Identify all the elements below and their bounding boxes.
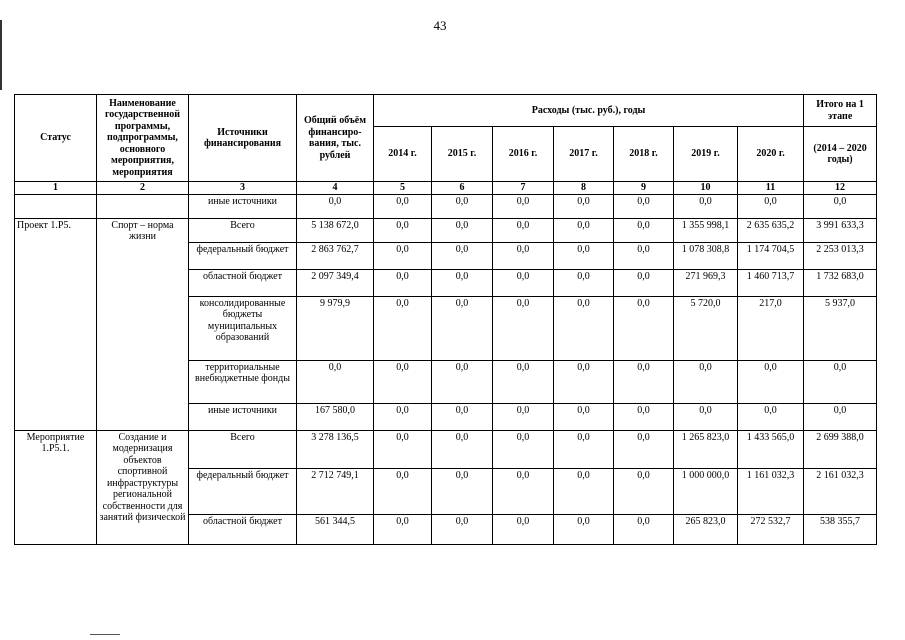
value-cell: 3 278 136,5: [297, 430, 374, 468]
source-cell: областной бюджет: [189, 514, 297, 544]
name-cell: Создание и модернизация объектов спортивной инфраструктуры региональной собственности для занятий физической: [97, 430, 189, 544]
value-cell: 0,0: [374, 514, 432, 544]
name-cell: Спорт – норма жизни: [97, 218, 189, 430]
value-cell: 0,0: [374, 468, 432, 514]
value-cell: 5 720,0: [674, 296, 738, 360]
value-cell: 0,0: [804, 403, 877, 430]
header-expenses: Расходы (тыс. руб.), годы: [374, 95, 804, 127]
value-cell: 0,0: [493, 218, 554, 242]
value-cell: 0,0: [674, 360, 738, 403]
value-cell: 0,0: [432, 296, 493, 360]
column-number: 3: [189, 182, 297, 195]
value-cell: 9 979,9: [297, 296, 374, 360]
value-cell: 167 580,0: [297, 403, 374, 430]
value-cell: 2 253 013,3: [804, 242, 877, 269]
column-number: 2: [97, 182, 189, 195]
value-cell: 0,0: [432, 514, 493, 544]
value-cell: 0,0: [614, 360, 674, 403]
value-cell: 0,0: [374, 242, 432, 269]
value-cell: 0,0: [554, 218, 614, 242]
header-status: Статус: [15, 95, 97, 182]
value-cell: 0,0: [432, 403, 493, 430]
value-cell: 0,0: [614, 218, 674, 242]
header-year: 2014 г.: [374, 127, 432, 182]
footnote-rule: [90, 634, 120, 635]
column-number: 11: [738, 182, 804, 195]
source-cell: консолидированные бюджеты муниципальных образований: [189, 296, 297, 360]
header-total: Общий объём финансиро-вания, тыс. рублей: [297, 95, 374, 182]
value-cell: 1 355 998,1: [674, 218, 738, 242]
source-cell: иные источники: [189, 194, 297, 218]
value-cell: 0,0: [804, 360, 877, 403]
source-cell: Всего: [189, 430, 297, 468]
value-cell: 271 969,3: [674, 269, 738, 296]
value-cell: 0,0: [432, 430, 493, 468]
header-year: 2016 г.: [493, 127, 554, 182]
value-cell: 2 699 388,0: [804, 430, 877, 468]
value-cell: 1 078 308,8: [674, 242, 738, 269]
value-cell: 0,0: [804, 194, 877, 218]
source-cell: федеральный бюджет: [189, 242, 297, 269]
header-year: 2019 г.: [674, 127, 738, 182]
value-cell: 0,0: [614, 514, 674, 544]
header-sources: Источники финансирования: [189, 95, 297, 182]
source-cell: территориальные внебюджетные фонды: [189, 360, 297, 403]
value-cell: 0,0: [493, 360, 554, 403]
value-cell: 5 937,0: [804, 296, 877, 360]
value-cell: 0,0: [432, 468, 493, 514]
value-cell: 0,0: [614, 403, 674, 430]
value-cell: 0,0: [493, 269, 554, 296]
value-cell: 0,0: [493, 430, 554, 468]
value-cell: 0,0: [374, 403, 432, 430]
value-cell: 1 460 713,7: [738, 269, 804, 296]
name-cell: [97, 194, 189, 218]
value-cell: 561 344,5: [297, 514, 374, 544]
header-stage-period: (2014 – 2020 годы): [804, 127, 877, 182]
value-cell: 0,0: [614, 296, 674, 360]
value-cell: 0,0: [554, 468, 614, 514]
value-cell: 0,0: [493, 403, 554, 430]
source-cell: областной бюджет: [189, 269, 297, 296]
value-cell: 2 097 349,4: [297, 269, 374, 296]
value-cell: 0,0: [738, 360, 804, 403]
value-cell: 0,0: [738, 403, 804, 430]
value-cell: 0,0: [738, 194, 804, 218]
value-cell: 1 732 683,0: [804, 269, 877, 296]
value-cell: 2 863 762,7: [297, 242, 374, 269]
header-stage-total: Итого на 1 этапе: [804, 95, 877, 127]
value-cell: 0,0: [297, 360, 374, 403]
column-number: 10: [674, 182, 738, 195]
value-cell: 0,0: [614, 194, 674, 218]
value-cell: 1 265 823,0: [674, 430, 738, 468]
value-cell: 0,0: [374, 194, 432, 218]
table-row: [15, 218, 877, 242]
header-year: 2020 г.: [738, 127, 804, 182]
value-cell: 0,0: [493, 468, 554, 514]
header-year: 2017 г.: [554, 127, 614, 182]
value-cell: 2 161 032,3: [804, 468, 877, 514]
value-cell: 0,0: [554, 360, 614, 403]
value-cell: 0,0: [493, 296, 554, 360]
value-cell: 1 000 000,0: [674, 468, 738, 514]
value-cell: 0,0: [432, 269, 493, 296]
value-cell: 217,0: [738, 296, 804, 360]
source-cell: федеральный бюджет: [189, 468, 297, 514]
financing-table: [14, 94, 877, 545]
value-cell: 0,0: [554, 269, 614, 296]
column-number: 5: [374, 182, 432, 195]
margin-rule: [0, 20, 2, 90]
value-cell: 0,0: [374, 360, 432, 403]
value-cell: 0,0: [432, 360, 493, 403]
column-number: 7: [493, 182, 554, 195]
value-cell: 0,0: [493, 242, 554, 269]
column-number: 6: [432, 182, 493, 195]
value-cell: 0,0: [374, 296, 432, 360]
value-cell: 1 433 565,0: [738, 430, 804, 468]
column-number: 4: [297, 182, 374, 195]
status-cell: [15, 194, 97, 218]
status-cell: Мероприятие 1.Р5.1.: [15, 430, 97, 544]
value-cell: 0,0: [614, 242, 674, 269]
value-cell: 0,0: [674, 403, 738, 430]
header-year: 2015 г.: [432, 127, 493, 182]
page-number: 43: [433, 18, 447, 33]
column-number: 1: [15, 182, 97, 195]
value-cell: 0,0: [432, 218, 493, 242]
column-number: 8: [554, 182, 614, 195]
table-row: [15, 430, 877, 468]
value-cell: 1 161 032,3: [738, 468, 804, 514]
value-cell: 538 355,7: [804, 514, 877, 544]
value-cell: 0,0: [554, 242, 614, 269]
value-cell: 5 138 672,0: [297, 218, 374, 242]
value-cell: 0,0: [554, 194, 614, 218]
value-cell: 2 712 749,1: [297, 468, 374, 514]
value-cell: 0,0: [614, 468, 674, 514]
source-cell: Всего: [189, 218, 297, 242]
value-cell: 0,0: [554, 403, 614, 430]
column-number: 9: [614, 182, 674, 195]
value-cell: 2 635 635,2: [738, 218, 804, 242]
value-cell: 0,0: [432, 242, 493, 269]
value-cell: 0,0: [554, 296, 614, 360]
column-number: 12: [804, 182, 877, 195]
value-cell: 265 823,0: [674, 514, 738, 544]
table-row: [15, 194, 877, 218]
header-year: 2018 г.: [614, 127, 674, 182]
value-cell: 0,0: [614, 269, 674, 296]
header-name: Наименование государственной программы, подпрограммы, основного мероприятия, мероприятия: [97, 95, 189, 182]
value-cell: 272 532,7: [738, 514, 804, 544]
value-cell: 1 174 704,5: [738, 242, 804, 269]
value-cell: 0,0: [432, 194, 493, 218]
value-cell: 0,0: [374, 430, 432, 468]
value-cell: 0,0: [554, 430, 614, 468]
value-cell: 0,0: [674, 194, 738, 218]
source-cell: иные источники: [189, 403, 297, 430]
value-cell: 0,0: [614, 430, 674, 468]
value-cell: 0,0: [374, 218, 432, 242]
value-cell: 3 991 633,3: [804, 218, 877, 242]
column-numbers-row: [15, 182, 877, 195]
value-cell: 0,0: [297, 194, 374, 218]
status-cell: Проект 1.Р5.: [15, 218, 97, 430]
value-cell: 0,0: [374, 269, 432, 296]
value-cell: 0,0: [493, 514, 554, 544]
value-cell: 0,0: [554, 514, 614, 544]
value-cell: 0,0: [493, 194, 554, 218]
